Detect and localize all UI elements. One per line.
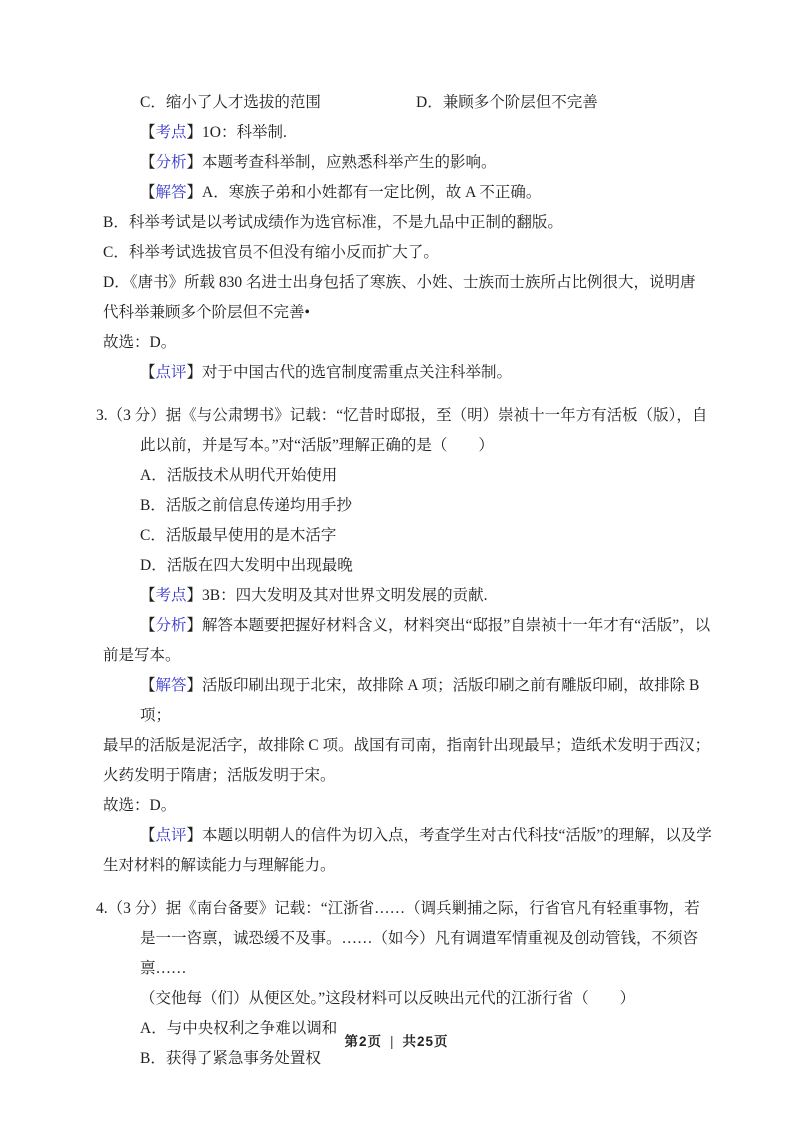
text-line: D．《唐书》所载 830 名进士出身包括了寒族、小姓、士族而士族所占比例很大，说明唐 — [103, 274, 696, 291]
label-bracket-open: 【 — [140, 364, 156, 381]
label-bracket-open: 【 — [140, 617, 156, 634]
label-bracket-close: 】 — [186, 677, 203, 694]
label-line-text: 3B：四大发明及其对世界文明发展的贡献. — [202, 587, 488, 604]
label-bracket-close: 】 — [186, 827, 203, 844]
footer-separator: | — [389, 1034, 395, 1049]
label-bracket-close: 】 — [186, 154, 203, 171]
footer-total-pages: 共25页 — [402, 1034, 449, 1049]
label-bracket-close: 】 — [186, 124, 203, 141]
label-tag: 解答 — [155, 184, 187, 201]
text-line: B．活版之前信息传递均用手抄 — [140, 497, 352, 514]
answer-option: C．缩小了人才选拔的范围 — [140, 94, 321, 111]
text-line: 故选：D。 — [103, 334, 177, 351]
label-line-text: 本题以明朝人的信件为切入点，考查学生对古代科技“活版”的理解，以及学 — [202, 827, 712, 844]
question-first-line: 4.（3 分）据《南台备要》记载：“江浙省……（调兵剿捕之际，行省官凡有轻重事物，若 — [96, 900, 700, 917]
label-line-考点 — [0, 118, 793, 148]
label-line-分析 — [0, 148, 793, 178]
option-row — [0, 88, 793, 118]
label-line-text: 对于中国古代的选官制度需重点关注科举制。 — [202, 364, 513, 381]
label-line-text: 活版印刷出现于北宋，故排除 A 项；活版印刷之前有雕版印刷，故排除 B 项； — [140, 677, 704, 724]
label-line-text: 解答本题要把握好材料含义，材料突出“邸报”自崇祯十一年才有“活版”，以 — [202, 617, 711, 634]
label-bracket-close: 】 — [186, 184, 203, 201]
label-tag: 点评 — [155, 827, 187, 844]
text-line: B．获得了紧急事务处置权 — [140, 1050, 321, 1067]
label-tag: 分析 — [155, 617, 187, 634]
text-line: C．科举考试选拔官员不但没有缩小反而扩大了。 — [103, 244, 439, 261]
label-line-text: A．寒族子弟和小姓都有一定比例，故 A 不正确。 — [202, 184, 542, 201]
text-line: 代科举兼顾多个阶层但不完善• — [103, 304, 310, 321]
label-bracket-open: 【 — [140, 677, 156, 694]
label-tag: 解答 — [155, 677, 187, 694]
label-bracket-close: 】 — [186, 364, 203, 381]
footer-current-page: 第2页 — [344, 1034, 382, 1049]
text-line: C．活版最早使用的是木活字 — [140, 527, 337, 544]
label-tag: 考点 — [155, 587, 187, 604]
text-line: 前是写本。 — [103, 647, 181, 664]
label-line-考点 — [0, 581, 793, 611]
label-tag: 点评 — [155, 364, 187, 381]
text-line: 此以前，并是写本。”对“活版”理解正确的是（ ） — [140, 437, 494, 454]
label-line-解答 — [0, 671, 793, 731]
label-bracket-open: 【 — [140, 154, 156, 171]
label-bracket-close: 】 — [186, 587, 203, 604]
label-bracket-open: 【 — [140, 124, 156, 141]
text-line: 是一一咨禀，诚恐缓不及事。……（如今）凡有调遣军情重视及创动管钱，不须咨禀…… — [140, 930, 699, 977]
text-line: 最早的活版是泥活字，故排除 C 项。战国有司南，指南针出现最早；造纸术发明于西汉； — [103, 737, 711, 754]
label-line-text: 1O：科举制. — [202, 124, 287, 141]
label-tag: 分析 — [155, 154, 187, 171]
text-line: A．活版技术从明代开始使用 — [140, 467, 338, 484]
text-line: D．活版在四大发明中出现最晚 — [140, 557, 353, 574]
document-body — [0, 88, 793, 1074]
label-line-解答 — [0, 178, 793, 208]
label-bracket-close: 】 — [186, 617, 203, 634]
label-line-点评 — [0, 358, 793, 388]
text-line: 生对材料的解读能力与理解能力。 — [103, 857, 336, 874]
label-bracket-open: 【 — [140, 184, 156, 201]
question-first-line: 3.（3 分）据《与公肃甥书》记载：“忆昔时邸报，至（明）崇祯十一年方有活板（版），自 — [96, 407, 708, 424]
page-footer — [0, 1030, 793, 1050]
text-line: 故选：D。 — [103, 797, 177, 814]
text-line: B．科举考试是以考试成绩作为选官标准，不是九品中正制的翻版。 — [103, 214, 563, 231]
label-bracket-open: 【 — [140, 827, 156, 844]
label-line-text: 本题考查科举制，应熟悉科举产生的影响。 — [202, 154, 497, 171]
text-line: 火药发明于隋唐；活版发明于宋。 — [103, 767, 336, 784]
label-line-点评 — [0, 821, 793, 851]
answer-option: D．兼顾多个阶层但不完善 — [416, 94, 598, 111]
label-line-分析 — [0, 611, 793, 641]
label-bracket-open: 【 — [140, 587, 156, 604]
text-line: A．与中央权利之争难以调和 — [140, 1020, 338, 1037]
text-line: （交他每（们）从便区处。”这段材料可以反映出元代的江浙行省（ ） — [140, 990, 636, 1007]
label-tag: 考点 — [155, 124, 187, 141]
